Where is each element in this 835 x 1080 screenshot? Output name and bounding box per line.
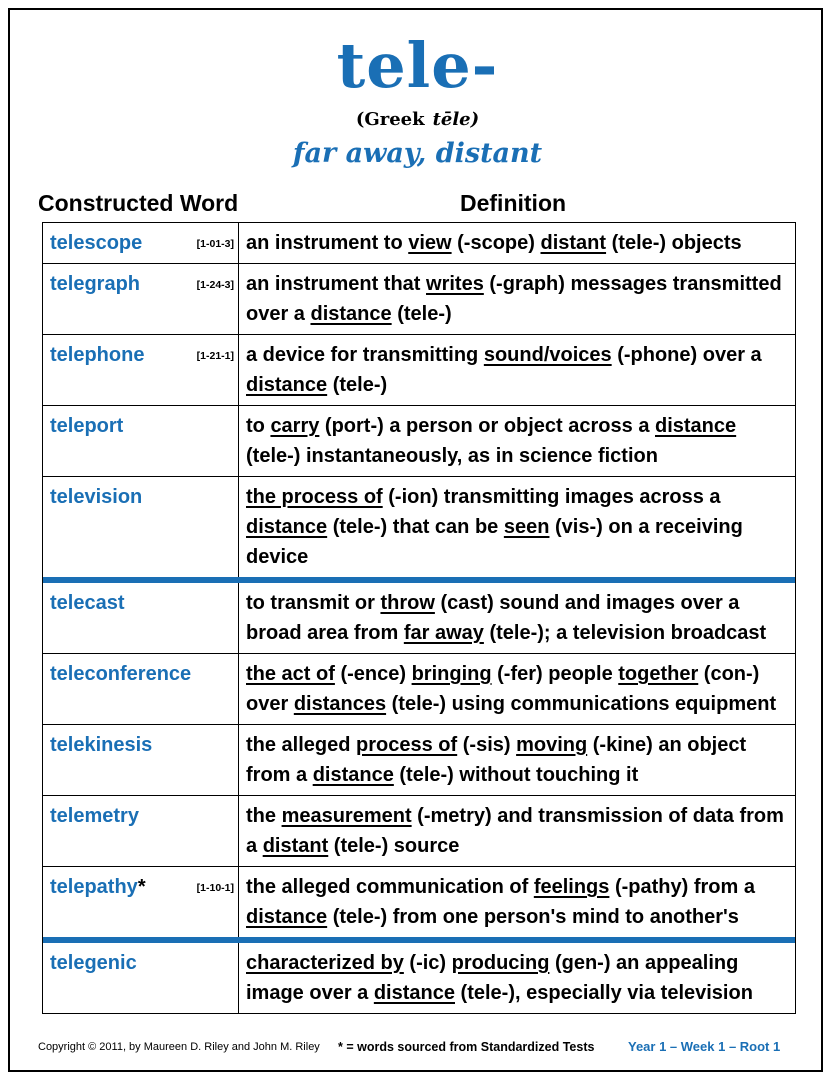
underlined-term: distance — [246, 516, 328, 538]
origin-prefix: (Greek — [355, 109, 425, 130]
underlined-term: the process of — [246, 486, 383, 508]
definition-text: (-scope) — [451, 232, 541, 254]
definition-cell — [239, 725, 795, 795]
definition-text: (-ic) — [403, 952, 452, 974]
underlined-term: distance — [246, 906, 328, 928]
word-cell — [43, 796, 239, 866]
definition-cell — [239, 943, 795, 1013]
definition-text: (tele-) instantaneously, as in science fiction — [246, 445, 658, 467]
definition-text: (-sis) — [457, 734, 517, 756]
word-label: telegenic — [50, 952, 137, 974]
underlined-term: distance — [655, 415, 737, 437]
table-row — [43, 223, 795, 263]
word-label: telemetry — [50, 805, 139, 827]
definition-text: (tele-) without touching it — [393, 764, 639, 786]
underlined-term: far away — [403, 622, 484, 644]
standardized-test-star: * — [137, 876, 146, 898]
word-label: teleport — [50, 415, 124, 437]
definition-cell — [239, 867, 795, 937]
word-cell — [43, 223, 239, 263]
column-header-definition: Definition — [460, 190, 567, 216]
underlined-term: carry — [270, 415, 320, 437]
underlined-term: together — [618, 663, 699, 685]
table-row — [43, 577, 795, 653]
definition-cell — [239, 264, 795, 334]
definition-text: (tele-), especially via television — [455, 982, 753, 1004]
definition-text: (tele-) that can be — [327, 516, 504, 538]
definition-text: the — [246, 805, 282, 827]
definition-text: (port-) a person or object across a — [319, 415, 655, 437]
table-row — [43, 795, 795, 866]
underlined-term: throw — [380, 592, 435, 614]
definition-text: (tele-) objects — [606, 232, 742, 254]
word-cell — [43, 654, 239, 724]
definition-text: (con-) over — [246, 663, 760, 715]
definition-text: (-ence) — [334, 663, 412, 685]
constructed-word — [50, 415, 123, 437]
origin-word: tēle) — [432, 109, 480, 130]
underlined-term: seen — [503, 516, 550, 538]
definition-text: an instrument to — [246, 232, 409, 254]
definition-text: the alleged communication of — [246, 876, 534, 898]
word-label: telephone — [50, 344, 145, 366]
definition-text: (tele-) from one person's mind to another's — [327, 906, 739, 928]
word-cell — [43, 943, 239, 1013]
definition-cell — [239, 583, 795, 653]
underlined-term: producing — [451, 952, 550, 974]
definition-text: the alleged — [246, 734, 357, 756]
underlined-term: bringing — [411, 663, 492, 685]
word-label: telecast — [50, 592, 125, 614]
constructed-word — [50, 273, 140, 295]
underlined-term: view — [408, 232, 452, 254]
table-row — [43, 937, 795, 1013]
definition-text: (tele-); a television broadcast — [483, 622, 767, 644]
definition-cell — [239, 796, 795, 866]
underlined-term: distance — [373, 982, 455, 1004]
definition-cell — [239, 654, 795, 724]
underlined-term: process of — [356, 734, 458, 756]
word-label: telegraph — [50, 273, 141, 295]
word-reference: [1-24-3] — [196, 279, 234, 291]
word-cell — [43, 264, 239, 334]
table-row — [43, 476, 795, 577]
constructed-word — [50, 486, 142, 508]
underlined-term: sound/voices — [483, 344, 612, 366]
column-header-word: Constructed Word — [38, 190, 239, 216]
underlined-term: measurement — [281, 805, 412, 827]
constructed-word — [50, 592, 125, 614]
copyright-text: Copyright © 2011, by Maureen D. Riley and John M. Riley — [38, 1041, 320, 1053]
definition-text: to transmit or — [246, 592, 381, 614]
constructed-word — [50, 344, 144, 366]
definition-text: to — [246, 415, 271, 437]
root-meaning: far away, distant — [292, 138, 543, 169]
definition-text: (-ion) transmitting images across a — [382, 486, 721, 508]
definition-text: (tele-) — [391, 303, 452, 325]
underlined-term: writes — [426, 273, 484, 295]
vocabulary-table — [42, 222, 796, 1014]
word-label: telescope — [50, 232, 143, 254]
definition-text: (cast) sound and images over a broad area from — [246, 592, 740, 644]
table-row — [43, 653, 795, 724]
definition-cell — [239, 335, 795, 405]
word-reference: [1-01-3] — [196, 238, 234, 250]
word-cell — [43, 725, 239, 795]
constructed-word — [50, 734, 152, 756]
definition-text: (-pathy) from a — [609, 876, 755, 898]
definition-text: (tele-) — [327, 374, 388, 396]
definition-cell — [239, 223, 795, 263]
definition-text: (tele-) source — [328, 835, 460, 857]
underlined-term: distances — [293, 693, 387, 715]
table-row — [43, 334, 795, 405]
underlined-term: characterized by — [246, 952, 404, 974]
word-reference: [1-10-1] — [196, 882, 234, 894]
underlined-term: moving — [516, 734, 588, 756]
constructed-word — [50, 876, 146, 898]
table-row — [43, 263, 795, 334]
word-label: teleconference — [50, 663, 192, 685]
definition-text: (-phone) over a — [611, 344, 762, 366]
underlined-term: distant — [540, 232, 607, 254]
underlined-term: the act of — [246, 663, 335, 685]
word-cell — [43, 477, 239, 577]
definition-text: (-metry) and transmission of data from a — [246, 805, 784, 857]
word-cell — [43, 583, 239, 653]
definition-text: (vis-) on a receiving device — [246, 516, 743, 568]
underlined-term: feelings — [533, 876, 610, 898]
definition-text: an instrument that — [246, 273, 427, 295]
definition-cell — [239, 406, 795, 476]
constructed-word — [50, 232, 142, 254]
word-label: telepathy — [50, 876, 138, 898]
table-row — [43, 405, 795, 476]
standardized-tests-note: * = words sourced from Standardized Tests — [338, 1040, 595, 1054]
root-title: tele- — [336, 29, 499, 102]
week-label: Year 1 – Week 1 – Root 1 — [628, 1039, 781, 1054]
definition-text: (-fer) people — [491, 663, 619, 685]
underlined-term: distance — [312, 764, 394, 786]
definition-text: a device for transmitting — [246, 344, 484, 366]
table-row — [43, 724, 795, 795]
word-cell — [43, 867, 239, 937]
word-reference: [1-21-1] — [196, 350, 234, 362]
definition-text: (-graph) messages transmitted over a — [246, 273, 782, 325]
underlined-term: distant — [262, 835, 329, 857]
constructed-word — [50, 805, 139, 827]
word-label: telekinesis — [50, 734, 153, 756]
constructed-word — [50, 663, 191, 685]
definition-text: (gen-) an appealing image over a — [246, 952, 739, 1004]
table-row — [43, 866, 795, 937]
constructed-word — [50, 952, 137, 974]
definition-text: (tele-) using communications equipment — [386, 693, 777, 715]
word-label: television — [50, 486, 143, 508]
definition-cell — [239, 477, 795, 577]
definition-text: (-kine) an object from a — [246, 734, 747, 786]
underlined-term: distance — [246, 374, 328, 396]
word-cell — [43, 335, 239, 405]
underlined-term: distance — [310, 303, 392, 325]
word-cell — [43, 406, 239, 476]
root-origin — [0, 108, 835, 132]
